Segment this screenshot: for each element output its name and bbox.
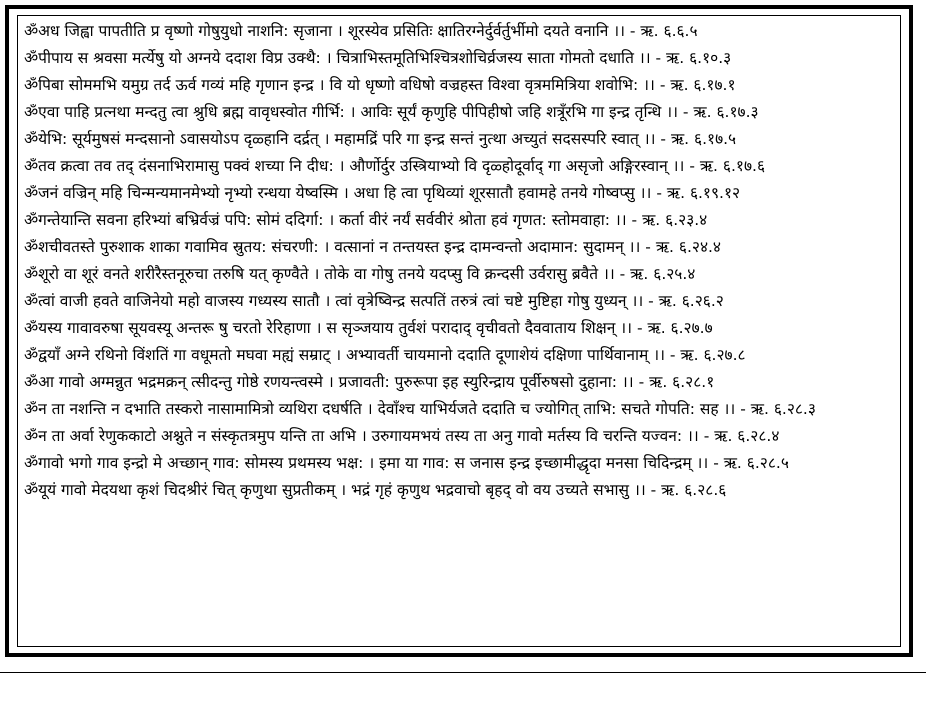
verse-panel [17, 15, 901, 647]
verse-line: ॐपिबा सोममभि यमुग्र तर्द ऊर्व गव्यं महि गृणान इन्द्र । वि यो धृष्णो वधिषो वज्रहस्त विश्वा वृत्रममित्रिया शवोभि: ।। - ऋ. ६.१७.१ [24, 76, 736, 94]
verse-line: ॐगावो भगो गाव इन्द्रो मे अच्छान् गाव: सोमस्य प्रथमस्य भक्ष: । इमा या गाव: स जनास इन्द्र इच्छामीद्धृदा मनसा चिदिन्द्रम् ।। - ऋ. ६.२८.५ [24, 454, 789, 472]
verse-line: ॐशचीवतस्ते पुरुशाक शाका गवामिव स्रुतय: संचरणी: । वत्सानां न तन्तयस्त इन्द्र दामन्वन्तो अदामान: सुदामन् ।। - ऋ. ६.२४.४ [24, 238, 721, 256]
verse-line: ॐशूरो वा शूरं वनते शरीरैस्तनूरुचा तरुषि यत् कृण्वैते । तोके वा गोषु तनये यदप्सु वि क्रन्दसी उर्वरासु ब्रवैते ।। - ऋ. ६.२५.४ [24, 265, 696, 283]
verse-line: ॐयेभि: सूर्यमुषसं मन्दसानो ऽवासयोऽप दृळ्हानि दर्द्रत् । महामद्रिं परि गा इन्द्र सन्तं नुत्था अच्युतं सदसस्परि स्वात् ।। - ऋ. ६.१७.५ [24, 130, 737, 148]
verse-list [18, 16, 900, 504]
verse-line: ॐआ गावो अग्मन्नुत भद्रमक्रन् त्सीदन्तु गोष्ठे रणयन्त्वस्मे । प्रजावती: पुरुरूपा इह स्युरिन्द्राय पूर्वीरुषसो दुहाना: ।। - ऋ. ६.२८.१ [24, 373, 715, 391]
verse-line: ॐन ता अर्वा रेणुककाटो अश्नुते न संस्कृतत्रमुप यन्ति ता अभि । उरुगायमभयं तस्य ता अनु गावो मर्तस्य वि चरन्ति यज्वन: ।। - ऋ. ६.२८.४ [24, 427, 780, 445]
verse-line: ॐयूयं गावो मेदयथा कृशं चिदश्रीरं चित् कृणुथा सुप्रतीकम् । भद्रं गृहं कृणुथ भद्रवाचो बृहद् वो वय उच्यते सभासु ।। - ऋ. ६.२८.६ [24, 481, 727, 499]
verse-line: ॐगन्तेयान्ति सवना हरिभ्यां बभ्रिर्वज्रं पपि: सोमं ददिर्गा: । कर्ता वीरं नर्यं सर्ववीरं श्रोता हवं गृणत: स्तोमवाहा: ।। - ऋ. ६.२३.४ [24, 211, 708, 229]
bottom-rule [0, 672, 926, 673]
document-frame [5, 5, 913, 657]
verse-line: ॐद्वयाँ अग्ने रथिनो विंशतिं गा वधूमतो मघवा मह्यं सम्राट् । अभ्यावर्ती चायमानो ददाति दूणाशेयं दक्षिणा पार्थिवानाम् ।। - ऋ. ६.२७.८ [24, 346, 746, 364]
verse-line: ॐतव क्रत्वा तव तद् दंसनाभिरामासु पक्वं शच्या नि दीध: । और्णोर्दुर उस्त्रियाभ्यो वि दृळ्होदूर्वाद् गा असृजो अङ्गिरस्वान् ।। - ऋ. ६.१७.६ [24, 157, 766, 175]
verse-line: ॐजनं वज्रिन् महि चिन्मन्यमानमेभ्यो नृभ्यो रन्धया येष्वस्मि । अधा हि त्वा पृथिव्यां शूरसातौ हवामहे तनये गोष्वप्सु ।। - ऋ. ६.१९.१२ [24, 184, 741, 202]
verse-line: ॐन ता नशन्ति न दभाति तस्करो नासामामित्रो व्यथिरा दधर्षति । देवाँश्च याभिर्यजते ददाति च ज्योगित् ताभि: सचते गोपति: सह ।। - ऋ. ६.२८.३ [24, 400, 816, 418]
verse-line: ॐअध जिह्वा पापतीति प्र वृष्णो गोषुयुधो नाशनि: सृजाना । शूरस्येव प्रसितिः क्षातिरग्नेर्दुर्वर्तुर्भीमो दयते वनानि ।। - ऋ. ६.६.५ [24, 22, 698, 40]
verse-line: ॐयस्य गावावरुषा सूयवस्यू अन्तरू षु चरतो रेरिहाणा । स सृञ्जयाय तुर्वशं परादाद् वृचीवतो दैववाताय शिक्षन् ।। - ऋ. ६.२७.७ [24, 319, 713, 337]
verse-line: ॐएवा पाहि प्रत्नथा मन्दतु त्वा श्रुधि ब्रह्म वावृधस्वोत गीर्भि: । आविः सूर्यं कृणुहि पीपिहीषो जहि शत्रूँरभि गा इन्द्र तृन्धि ।। - ऋ. ६.१७.३ [24, 103, 759, 121]
verse-line: ॐपीपाय स श्रवसा मर्त्येषु यो अग्नये ददाश विप्र उक्थै: । चित्राभिस्तमूतिभिश्चित्रशोचिर्व्रजस्य साता गोमतो दधाति ।। - ऋ. ६.१०.३ [24, 49, 732, 67]
verse-line: ॐत्वां वाजी हवते वाजिनेयो महो वाजस्य गध्यस्य सातौ । त्वां वृत्रेष्विन्द्र सत्पतिं तरुत्रं त्वां चष्टे मुष्टिहा गोषु युध्यन् ।। - ऋ. ६.२६.२ [24, 292, 724, 310]
